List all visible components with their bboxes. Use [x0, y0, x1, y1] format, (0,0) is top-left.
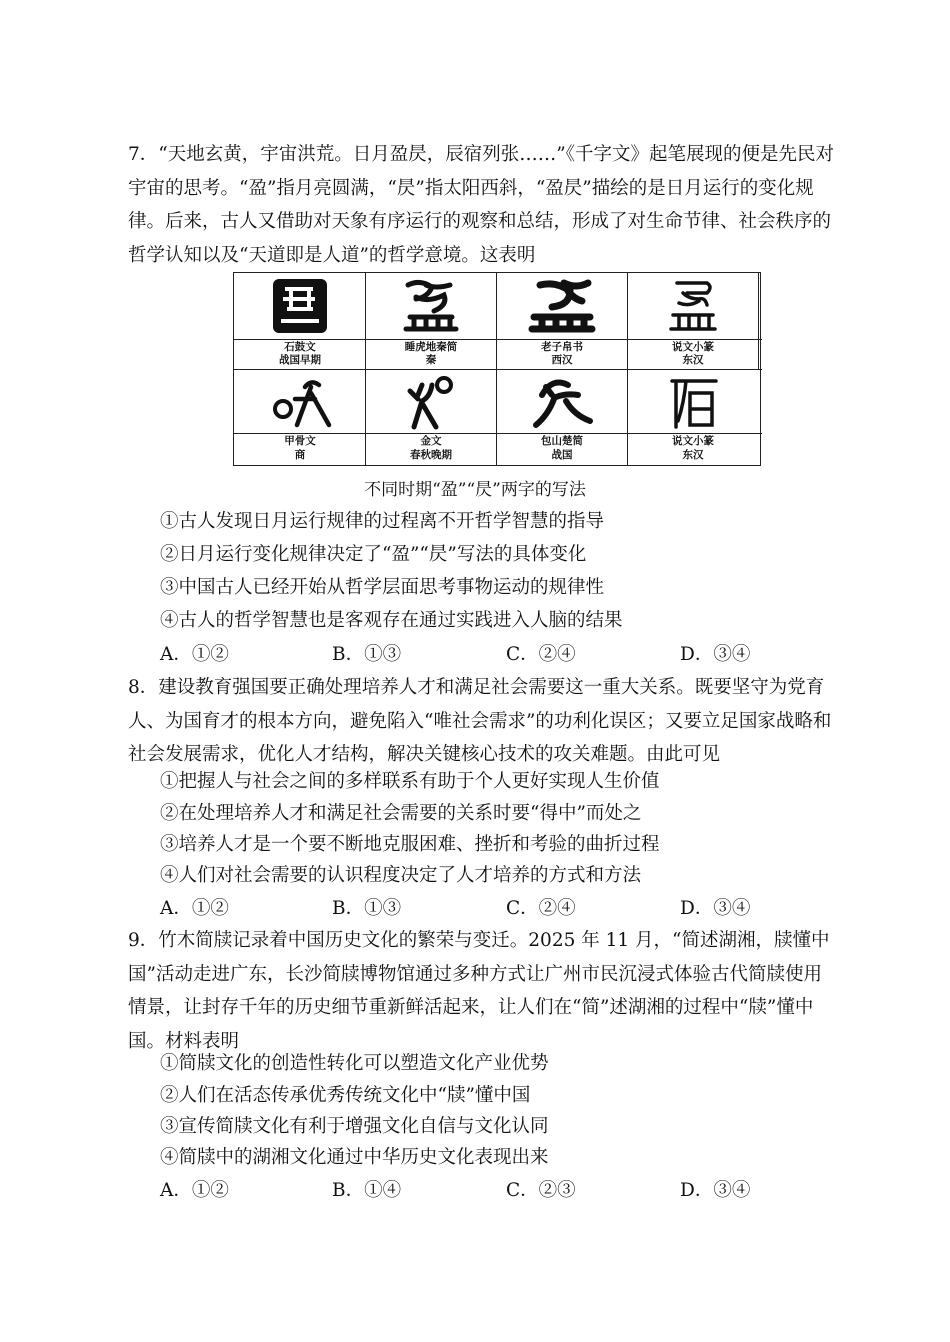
statement-option: ③培养人才是一个要不断地克服困难、挫折和考验的曲折过程 — [160, 834, 660, 855]
choice-d[interactable]: D．③④ — [680, 898, 751, 919]
ze-glyph — [496, 371, 628, 433]
answer-choices — [160, 638, 840, 671]
ying-glyph — [234, 275, 366, 337]
glyph-period-label: 秦 — [425, 354, 437, 366]
figure-caption: 不同时期“盈”“昃”两字的写法 — [364, 480, 586, 500]
choice-d[interactable]: D．③④ — [680, 1180, 751, 1201]
question-stem: 建设教育强国要正确处理培养人才和满足社会需要这一重大关系。既要坚守为党育人、为国育才的根本方向，避免陷入“唯社会需求”的功利化误区；又要立足国家战略和社会发展需求，优化人才结构，解决关键核心技术的攻关难题。由此可见 — [128, 677, 832, 765]
question-9 — [128, 924, 840, 1058]
glyph-script-label: 石鼓文 — [284, 341, 316, 353]
question-stem: 竹木简牍记录着中国历史文化的繁荣与变迁。2025 年 11 月，“简述湖湘，牍懂中国”活动走进广东，长沙简牍博物馆通过多种方式让广州市民沉浸式体验古代简牍使用情景，让封存千年的历史细节重新鲜活起来，让人们在“简”述湖湘的过程中“牍”懂中国。材料表明 — [128, 930, 830, 1052]
glyph-cell — [365, 369, 497, 466]
choice-c[interactable]: C．②③ — [506, 1180, 576, 1201]
glyph-cell — [496, 369, 628, 466]
statement-option: ④古人的哲学智慧也是客观存在通过实践进入人脑的结果 — [160, 610, 623, 631]
question-number: 8． — [128, 677, 159, 698]
glyph-script-label: 说文小篆 — [672, 341, 714, 353]
ze-glyph — [234, 371, 366, 433]
answer-choices — [160, 1174, 840, 1207]
statement-option: ②人们在活态传承优秀传统文化中“牍”懂中国 — [160, 1085, 531, 1106]
glyph-cell — [627, 369, 759, 466]
glyph-script-label: 金文 — [420, 435, 442, 447]
glyph-cell — [627, 273, 759, 369]
choice-a[interactable]: A．①② — [160, 898, 229, 919]
glyph-period-label: 西汉 — [551, 354, 573, 366]
glyph-cell — [234, 273, 366, 369]
glyph-script-label: 老子帛书 — [541, 341, 583, 353]
choice-d[interactable]: D．③④ — [680, 644, 751, 665]
glyph-script-label: 说文小篆 — [672, 435, 714, 447]
choice-c[interactable]: C．②④ — [506, 898, 576, 919]
glyph-evolution-figure — [233, 272, 761, 466]
question-7 — [128, 138, 840, 272]
glyph-script-label: 甲骨文 — [284, 435, 316, 447]
statement-option: ①把握人与社会之间的多样联系有助于个人更好实现人生价值 — [160, 771, 660, 792]
glyph-period-label: 东汉 — [682, 449, 704, 461]
glyph-table — [233, 272, 761, 466]
glyph-period-label: 东汉 — [682, 354, 704, 366]
statement-option: ②日月运行变化规律决定了“盈”“昃”写法的具体变化 — [160, 544, 587, 565]
ying-glyph — [627, 275, 759, 337]
ying-glyph — [496, 275, 628, 337]
glyph-cell — [365, 273, 497, 369]
question-number: 7． — [128, 144, 159, 165]
statement-option: ③宣传简牍文化有利于增强文化自信与文化认同 — [160, 1116, 549, 1137]
glyph-script-label: 包山楚简 — [541, 435, 583, 447]
glyph-cell — [496, 273, 628, 369]
ying-glyph — [365, 275, 497, 337]
choice-b[interactable]: B．①④ — [332, 1180, 402, 1201]
statement-option: ③中国古人已经开始从哲学层面思考事物运动的规律性 — [160, 577, 605, 598]
question-8 — [128, 671, 840, 772]
question-stem: “天地玄黄，宇宙洪荒。日月盈昃，辰宿列张……”《千字文》起笔展现的便是先民对宇宙的思考。“盈”指月亮圆满，“昃”指太阳西斜，“盈昃”描绘的是日月运行的变化规律。后来，古人又借助对天象有序运行的观察和总结，形成了对生命节律、社会秩序的哲学认知以及“天道即是人道”的哲学意境。这表明 — [128, 144, 834, 266]
choice-b[interactable]: B．①③ — [332, 898, 402, 919]
glyph-period-label: 商 — [294, 449, 306, 461]
glyph-period-label: 战国早期 — [279, 354, 321, 366]
answer-choices — [160, 892, 840, 925]
glyph-period-label: 春秋晚期 — [410, 449, 452, 461]
statement-option: ①简牍文化的创造性转化可以塑造文化产业优势 — [160, 1053, 549, 1074]
glyph-period-label: 战国 — [551, 449, 573, 461]
choice-a[interactable]: A．①② — [160, 644, 229, 665]
statement-option: ④人们对社会需要的认识程度决定了人才培养的方式和方法 — [160, 865, 642, 886]
statement-option: ②在处理培养人才和满足社会需要的关系时要“得中”而处之 — [160, 803, 642, 824]
choice-a[interactable]: A．①② — [160, 1180, 229, 1201]
question-number: 9． — [128, 930, 159, 951]
choice-c[interactable]: C．②④ — [506, 644, 576, 665]
glyph-cell — [234, 369, 366, 466]
glyph-script-label: 睡虎地秦简 — [404, 341, 458, 353]
statement-option: ④简牍中的湖湘文化通过中华历史文化表现出来 — [160, 1147, 549, 1168]
ze-glyph — [365, 371, 497, 433]
ze-glyph — [627, 371, 759, 433]
choice-b[interactable]: B．①③ — [332, 644, 402, 665]
statement-option: ①古人发现日月运行规律的过程离不开哲学智慧的指导 — [160, 511, 605, 532]
